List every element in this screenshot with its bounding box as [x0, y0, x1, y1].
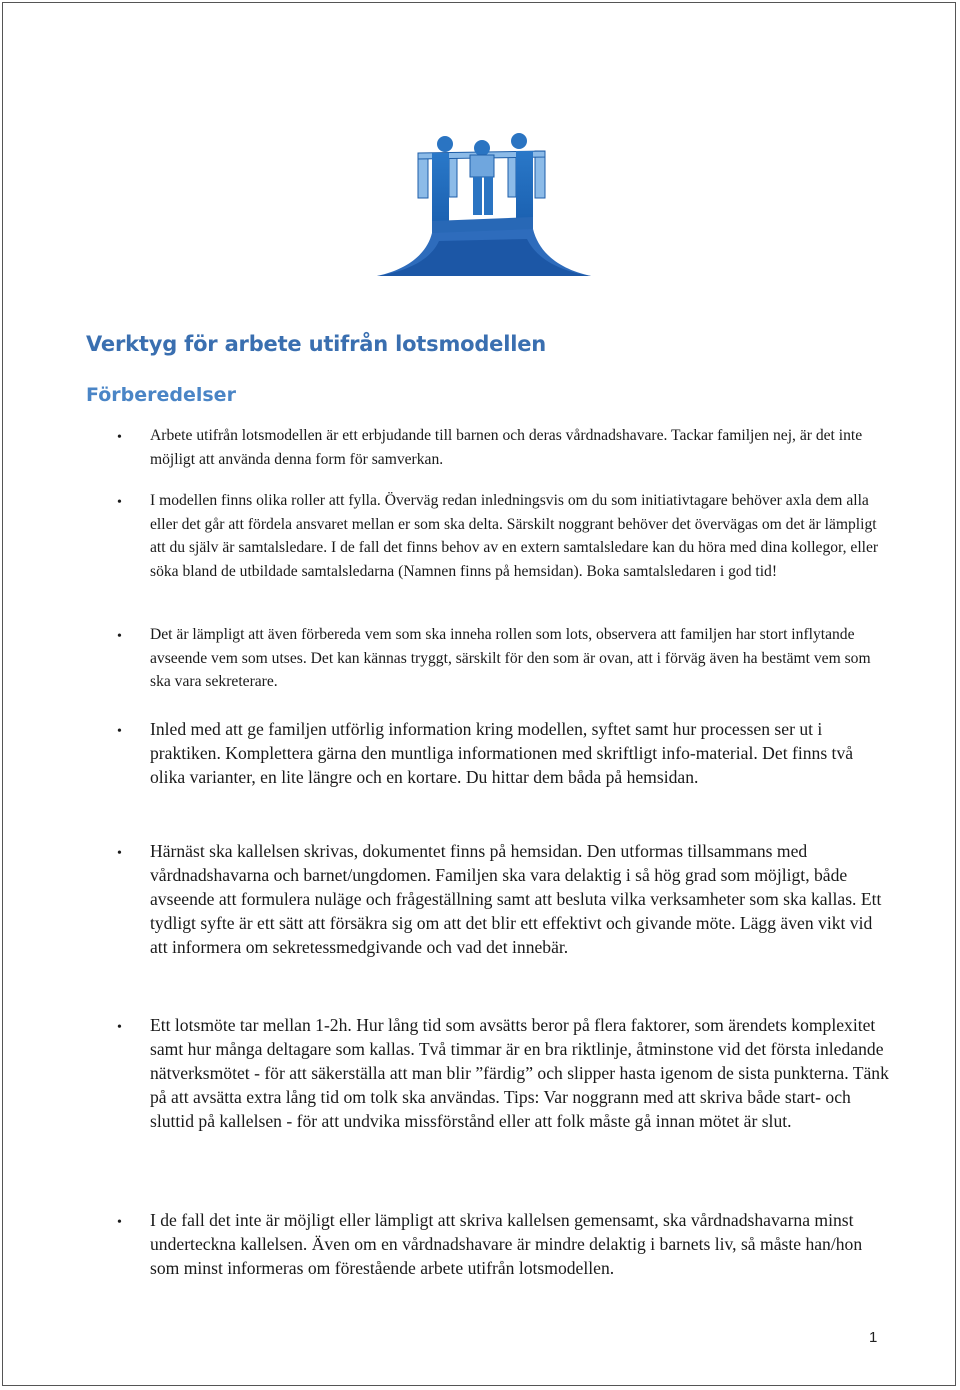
list-item: [117, 424, 890, 471]
list-item-text: I modellen finns olika roller att fylla. Överväg redan inledningsvis om du som initiativtagare behöver axla dem alla eller det går att fördela ansvaret mellan er som ska delta. Särskilt noggrant behöver det övervägas om det är lämpligt att du själv är samtalsledare. I de fall det finns behov av en extern samtalsledare kan du höra med dina kollegor, eller söka bland de utbildade samtalsledarna (Namnen finns på hemsidan). Boka samtalsledaren i god tid!: [150, 492, 879, 580]
list-item: [117, 839, 890, 959]
section-heading: Förberedelser: [86, 384, 236, 406]
list-item-text: Det är lämpligt att även förbereda vem som ska inneha rollen som lots, observera att familjen har stort inflytande avseende vem som utses. Det kan kännas tryggt, särskilt för den som är ovan, att i förväg även ha bestämt vem som ska vara sekreterare.: [150, 626, 871, 690]
page-number: 1: [869, 1329, 878, 1346]
bullet-icon: •: [117, 846, 122, 861]
list-item-text: I de fall det inte är möjligt eller lämpligt att skriva kallelsen gemensamt, ska vårdnadshavarna minst underteckna kallelsen. Även om en vårdnadshavare är mindre delaktig i barnets liv, så måste han/hon som minst informeras om förestående arbete utifrån lotsmodellen.: [150, 1210, 863, 1278]
bullet-icon: •: [117, 1215, 122, 1230]
list-item-text: Inled med att ge familjen utförlig information kring modellen, syftet samt hur processen ser ut i praktiken. Komplettera gärna den muntliga informationen med skriftligt info-material. Det finns två olika varianter, en lite längre och en kortare. Du hittar dem båda på hemsidan.: [150, 719, 854, 787]
bullet-icon: •: [117, 1020, 122, 1035]
list-item: [117, 1208, 890, 1280]
bullet-icon: •: [117, 724, 122, 739]
list-item-text: Arbete utifrån lotsmodellen är ett erbjudande till barnen och deras vårdnadshavare. Tackar familjen nej, är det inte möjligt att använda denna form för samverkan.: [150, 427, 863, 468]
list-item: [117, 623, 890, 694]
document-page: [2, 2, 956, 1386]
list-item: [117, 717, 890, 789]
list-item: [117, 1013, 890, 1133]
list-item-text: Ett lotsmöte tar mellan 1-2h. Hur lång tid som avsätts beror på flera faktorer, som ärendets komplexitet samt hur många deltagare som kallas. Två timmar är en bra riktlinje, åtminstone vid det första inledande nätverksmötet - för att säkerställa att man blir ”färdig” och slipper hasta igenom de sista punkterna. Tänk på att avsätta extra lång tid om tolk ska användas. Tips: Var noggrann med att skriva både start- och sluttid på kallelsen - för att undvika missförstånd eller att folk måste gå innan mötet är slut.: [150, 1015, 889, 1131]
list-item-text: Härnäst ska kallelsen skrivas, dokumentet finns på hemsidan. Den utformas tillsammans med vårdnadshavarna och barnet/ungdomen. Familjen ska vara delaktig i så hög grad som möjligt, både avseende att formulera nuläge och frågeställning samt att besluta vilka verksamheter som ska kallas. Ett tydligt syfte är ett sätt att försäkra sig om att det blir ett effektivt och givande möte. Lägg även vikt vid att informera om sekretessmedgivande och vad det innebär.: [150, 841, 882, 957]
list-item: [117, 489, 890, 583]
bullet-icon: •: [117, 430, 122, 445]
document-title: Verktyg för arbete utifrån lotsmodellen: [86, 332, 547, 356]
bullet-icon: •: [117, 495, 122, 510]
bullet-icon: •: [117, 629, 122, 644]
lotsmodellen-logo-icon: [369, 121, 597, 283]
